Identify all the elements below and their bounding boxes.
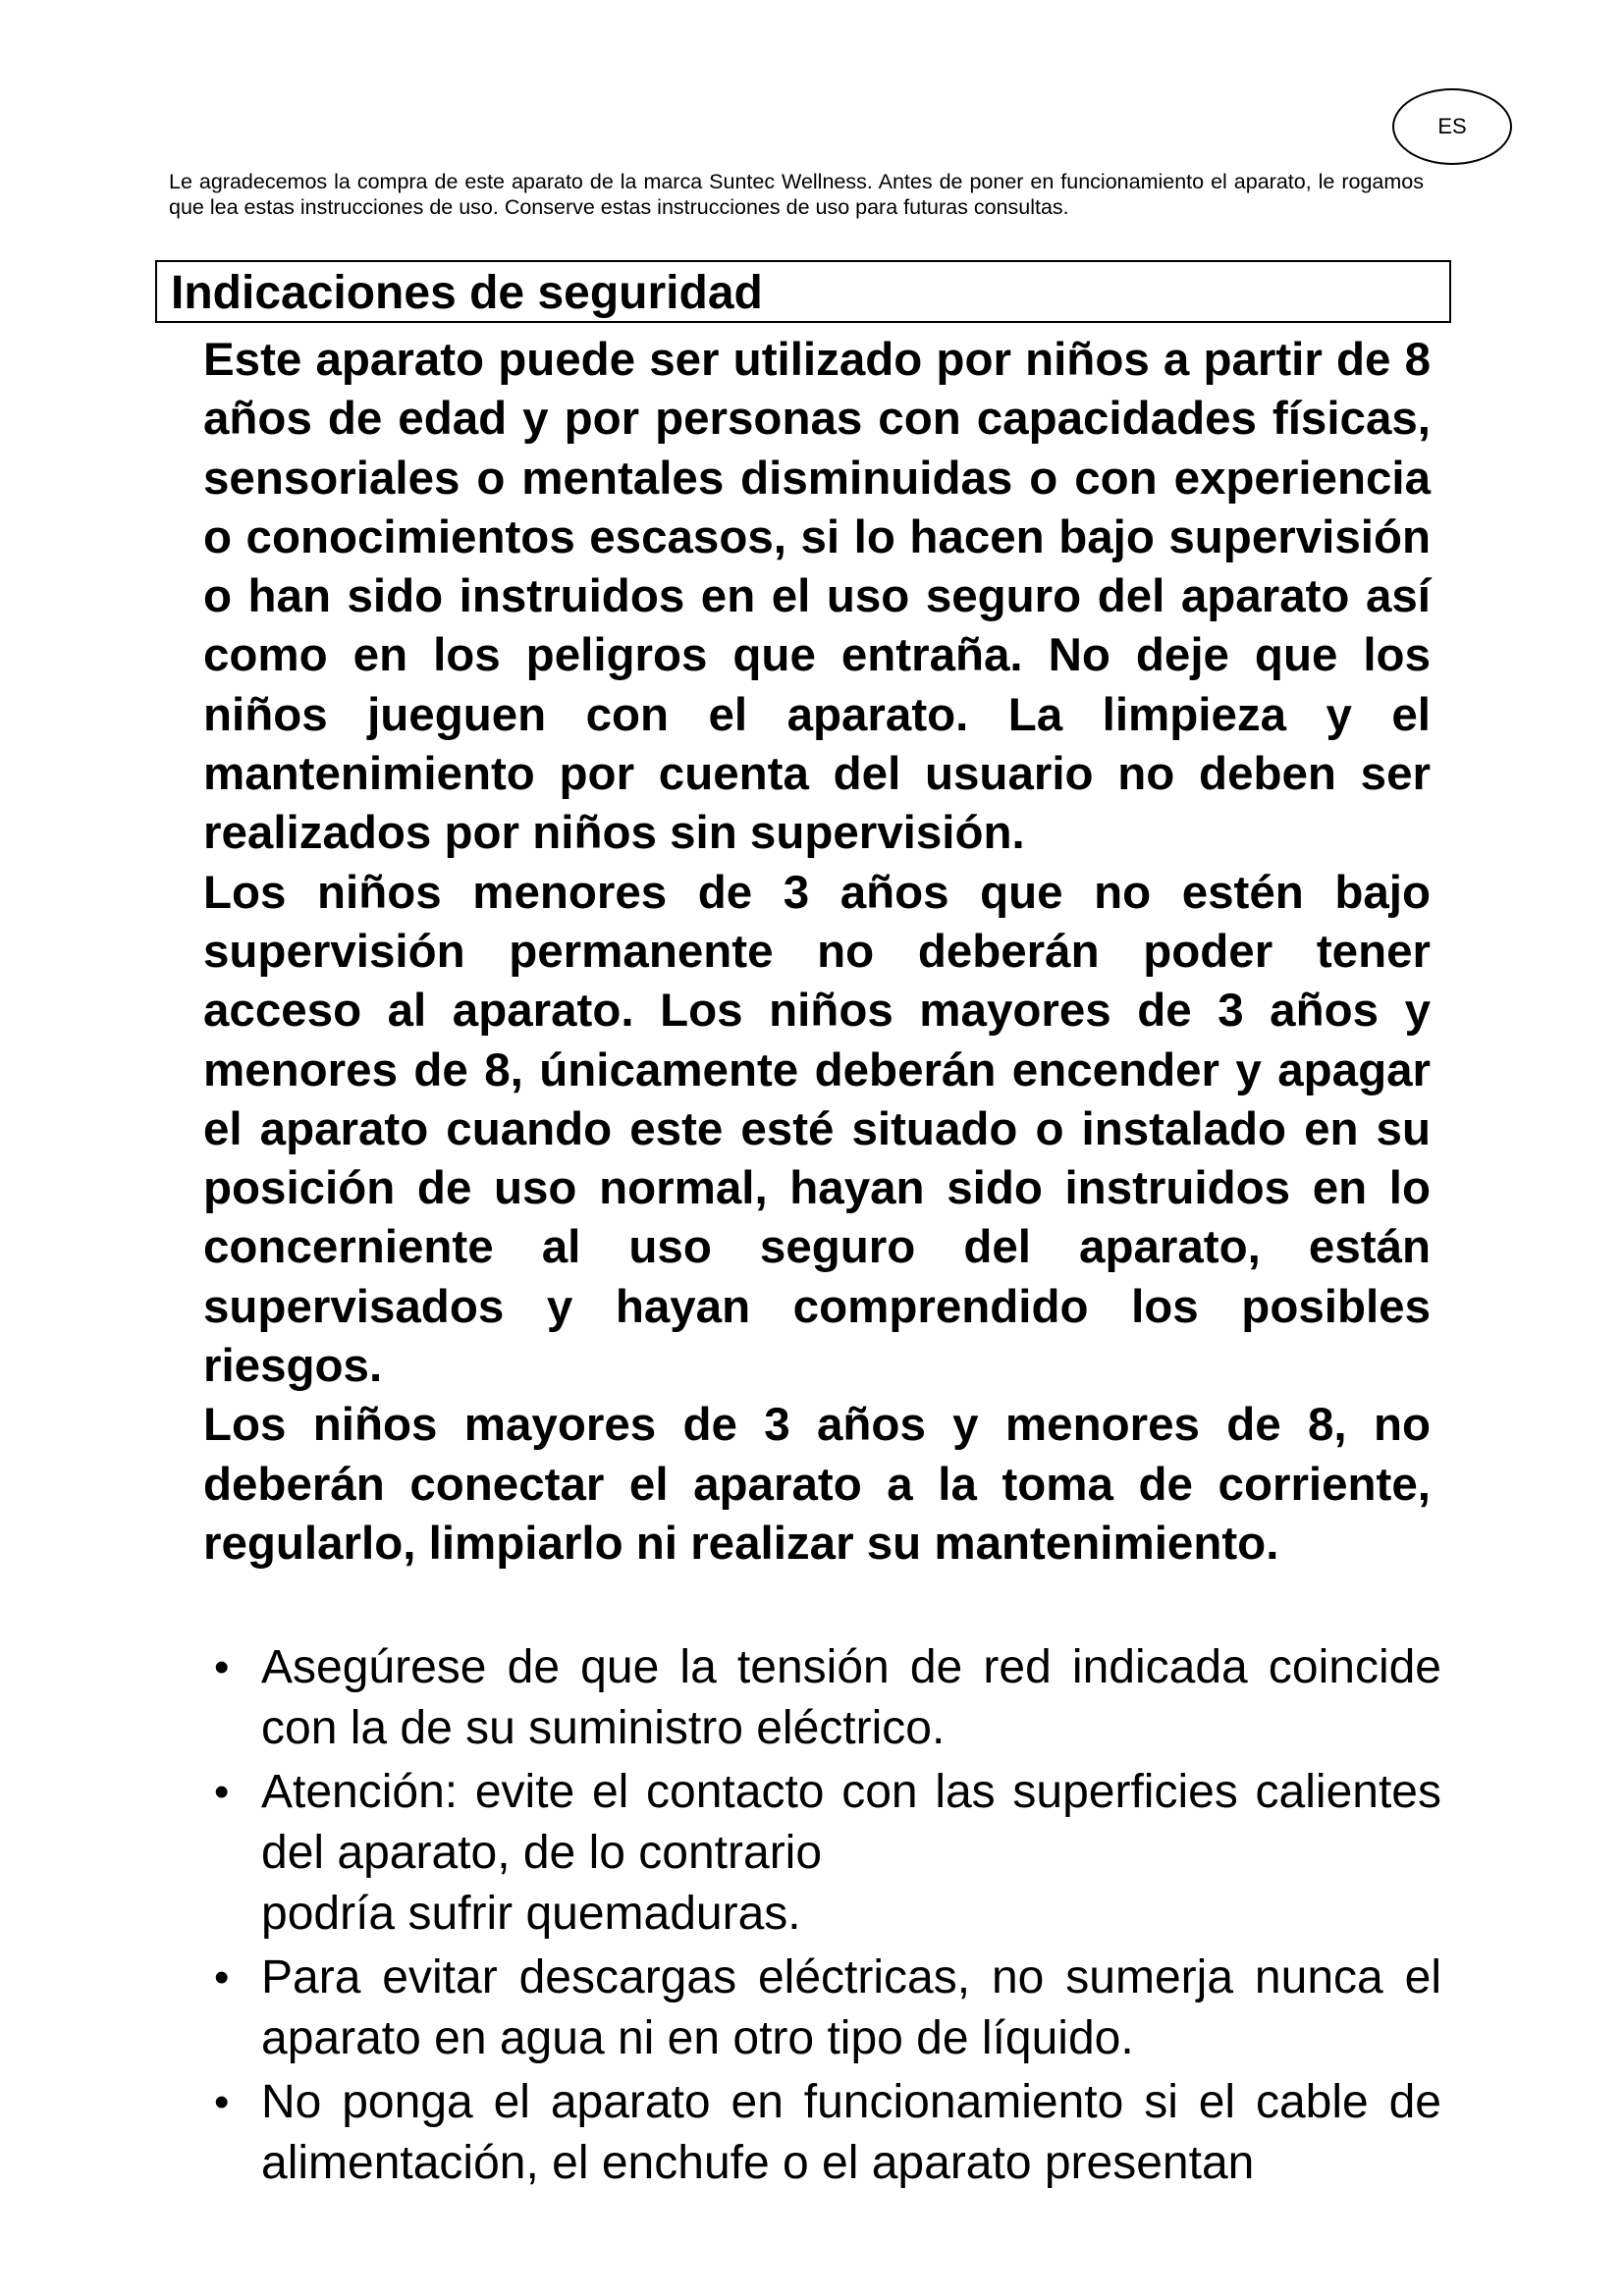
bullet-text: Atención: evite el contacto con las superficies calientes del aparato, de lo contrario: [261, 1766, 1441, 1879]
bullet-icon: •: [214, 1768, 230, 1816]
bullet-icon: •: [214, 2078, 230, 2126]
safety-warnings: [203, 331, 1431, 1574]
section-title: Indicaciones de seguridad: [171, 267, 763, 319]
bullet-icon: •: [214, 1953, 230, 2002]
bullet-item: [214, 1948, 1441, 2069]
bullet-text: Para evitar descargas eléctricas, no sumerja nunca el aparato en agua ni en otro tipo de líquido.: [261, 1951, 1441, 2064]
bullet-item: [214, 1637, 1441, 1759]
bullet-icon: •: [214, 1643, 230, 1691]
bullet-text: podría sufrir quemaduras.: [261, 1888, 801, 1940]
warning-paragraph: Los niños menores de 3 años que no estén bajo supervisión permanente no deberán poder tener acceso al aparato. Los niños mayores de 3 años y menores de 8, únicamente deberán encender y apagar el aparato cuando este esté situado o instalado en su posición de uso normal, hayan sido instruidos en lo concerniente al uso seguro del aparato, están supervisados y hayan comprendido los posibles riesgos.: [203, 866, 1431, 1393]
language-badge: ES: [1392, 88, 1512, 165]
bullet-text: Asegúrese de que la tensión de red indicada coincide con la de su suministro eléctrico.: [261, 1641, 1441, 1754]
bullet-item: [214, 1762, 1441, 1945]
bullet-item: [214, 2072, 1441, 2194]
section-title-box: [155, 260, 1451, 323]
intro-paragraph: Le agradecemos la compra de este aparato de la marca Suntec Wellness. Antes de poner en funcionamiento el aparato, le rogamos que lea estas instrucciones de uso. Conserve estas instrucciones de uso para futuras consultas.: [169, 170, 1424, 219]
safety-bullet-list: [214, 1637, 1441, 2197]
warning-paragraph: Los niños mayores de 3 años y menores de 8, no deberán conectar el aparato a la toma de corriente, regularlo, limpiarlo ni realizar su mantenimiento.: [203, 1399, 1431, 1570]
bullet-text: No ponga el aparato en funcionamiento si el cable de alimentación, el enchufe o el aparato presentan: [261, 2076, 1441, 2189]
warning-paragraph: Este aparato puede ser utilizado por niños a partir de 8 años de edad y por personas con capacidades físicas, sensoriales o mentales disminuidas o con experiencia o conocimientos escasos, si lo hacen bajo supervisión o han sido instruidos en el uso seguro del aparato así como en los peligros que entraña. No deje que los niños jueguen con el aparato. La limpieza y el mantenimiento por cuenta del usuario no deben ser realizados por niños sin supervisión.: [203, 334, 1431, 860]
